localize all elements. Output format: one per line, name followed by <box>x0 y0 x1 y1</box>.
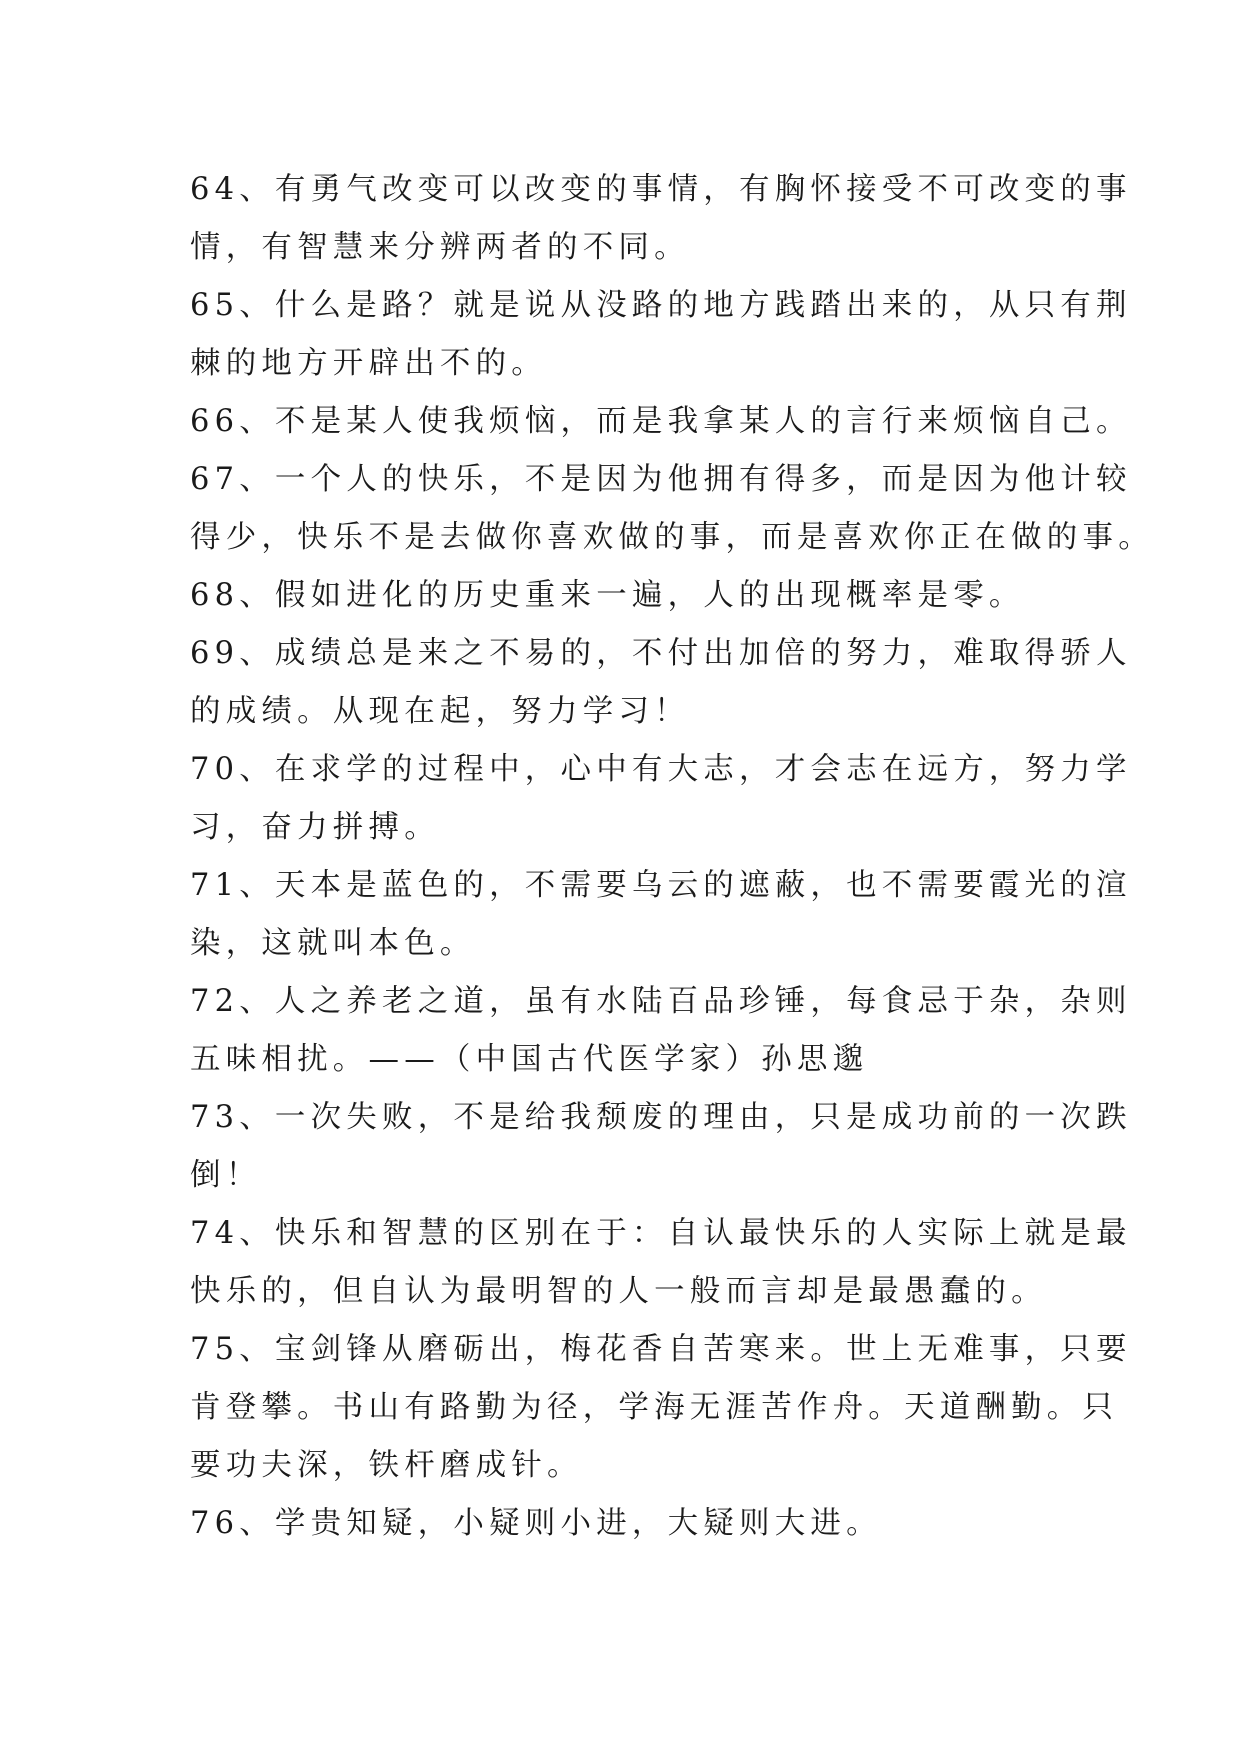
text-line: 70、在求学的过程中，心中有大志，才会志在远方，努力学 <box>190 752 1132 787</box>
text-line: 65、什么是路？就是说从没路的地方践踏出来的，从只有荆 <box>190 288 1132 323</box>
text-line: 要功夫深，铁杆磨成针。 <box>190 1448 583 1483</box>
text-line: 棘的地方开辟出不的。 <box>190 346 547 381</box>
text-line: 67、一个人的快乐，不是因为他拥有得多，而是因为他计较 <box>190 462 1132 497</box>
text-line: 快乐的，但自认为最明智的人一般而言却是最愚蠢的。 <box>190 1274 1047 1309</box>
text-line: 情，有智慧来分辨两者的不同。 <box>190 230 690 265</box>
text-line: 71、天本是蓝色的，不需要乌云的遮蔽，也不需要霞光的渲 <box>190 868 1132 903</box>
text-line: 66、不是某人使我烦恼，而是我拿某人的言行来烦恼自己。 <box>190 404 1132 439</box>
text-line: 75、宝剑锋从磨砺出，梅花香自苦寒来。世上无难事，只要 <box>190 1332 1132 1367</box>
text-line: 染，这就叫本色。 <box>190 926 476 961</box>
text-line: 五味相扰。——（中国古代医学家）孙思邈 <box>190 1042 869 1077</box>
text-line: 72、人之养老之道，虽有水陆百品珍锤，每食忌于杂，杂则 <box>190 984 1132 1019</box>
text-line: 68、假如进化的历史重来一遍，人的出现概率是零。 <box>190 578 1025 613</box>
text-line: 73、一次失败，不是给我颓废的理由，只是成功前的一次跌 <box>190 1100 1132 1135</box>
text-line: 76、学贵知疑，小疑则小进，大疑则大进。 <box>190 1506 882 1541</box>
text-line: 肯登攀。书山有路勤为径，学海无涯苦作舟。天道酬勤。只 <box>190 1390 1119 1425</box>
text-line: 69、成绩总是来之不易的，不付出加倍的努力，难取得骄人 <box>190 636 1132 671</box>
text-line: 得少，快乐不是去做你喜欢做的事，而是喜欢你正在做的事。 <box>190 520 1154 555</box>
text-line: 习，奋力拼搏。 <box>190 810 440 845</box>
text-line: 64、有勇气改变可以改变的事情，有胸怀接受不可改变的事 <box>190 172 1132 207</box>
text-line: 的成绩。从现在起，努力学习！ <box>190 694 690 729</box>
quote-list <box>190 161 1154 1553</box>
text-line: 倒！ <box>190 1158 262 1193</box>
text-line: 74、快乐和智慧的区别在于：自认最快乐的人实际上就是最 <box>190 1216 1132 1251</box>
